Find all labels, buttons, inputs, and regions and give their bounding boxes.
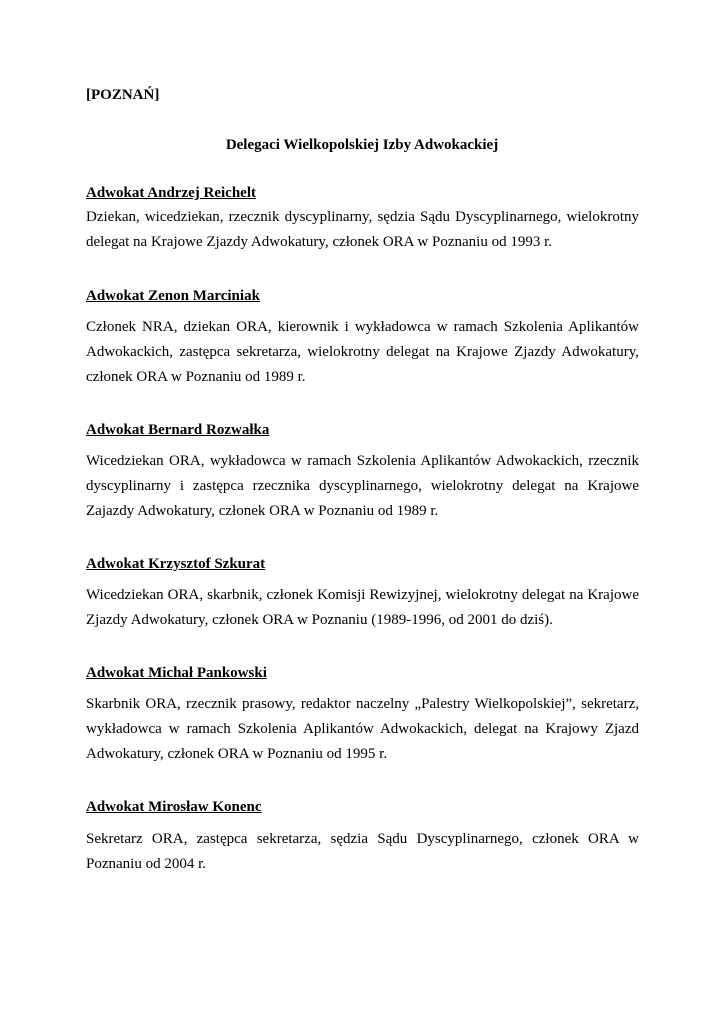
entry-name-pankowski: Adwokat Michał Pankowski <box>86 665 267 681</box>
entry-description-reichelt: Dziekan, wicedziekan, rzecznik dyscyplinarny, sędzia Sądu Dyscyplinarnego, wielokrotny delegat na Krajowe Zjazdy Adwokatury, członek ORA w Poznaniu od 1993 r. <box>86 209 639 250</box>
entry-name-rozwalka: Adwokat Bernard Rozwałka <box>86 422 270 438</box>
document-location-heading: [POZNAŃ] <box>86 87 160 103</box>
entry-name-marciniak: Adwokat Zenon Marciniak <box>86 288 260 304</box>
document-title: Delegaci Wielkopolskiej Izby Adwokackiej <box>225 137 499 153</box>
entry-description-szkurat: Wicedziekan ORA, skarbnik, członek Komisji Rewizyjnej, wielokrotny delegat na Krajowe Zjazdy Adwokatury, członek ORA w Poznaniu (1989-1996, od 2001 do dziś). <box>86 587 639 628</box>
entry-description-konenc: Sekretarz ORA, zastępca sekretarza, sędzia Sądu Dyscyplinarnego, członek ORA w Poznaniu od 2004 r. <box>86 831 639 872</box>
entry-description-pankowski: Skarbnik ORA, rzecznik prasowy, redaktor naczelny „Palestry Wielkopolskiej”, sekretarz, wykładowca w ramach Szkolenia Aplikantów Adwokackich, delegat na Krajowy Zjazd Adwokatury, członek ORA w Poznaniu od 1995 r. <box>86 696 639 762</box>
entry-description-marciniak: Członek NRA, dziekan ORA, kierownik i wykładowca w ramach Szkolenia Aplikantów Adwokackich, zastępca sekretarza, wielokrotny delegat na Krajowe Zjazdy Adwokatury, członek ORA w Poznaniu od 1989 r. <box>86 319 639 385</box>
entry-description-rozwalka: Wicedziekan ORA, wykładowca w ramach Szkolenia Aplikantów Adwokackich, rzecznik dyscyplinarny i zastępca rzecznika dyscyplinarnego, wielokrotny delegat na Krajowe Zajazdy Adwokatury, członek ORA w Poznaniu od 1989 r. <box>86 453 639 519</box>
entry-name-szkurat: Adwokat Krzysztof Szkurat <box>86 556 266 572</box>
entry-name-reichelt: Adwokat Andrzej Reichelt <box>86 185 256 201</box>
entry-name-konenc: Adwokat Mirosław Konenc <box>86 799 262 815</box>
